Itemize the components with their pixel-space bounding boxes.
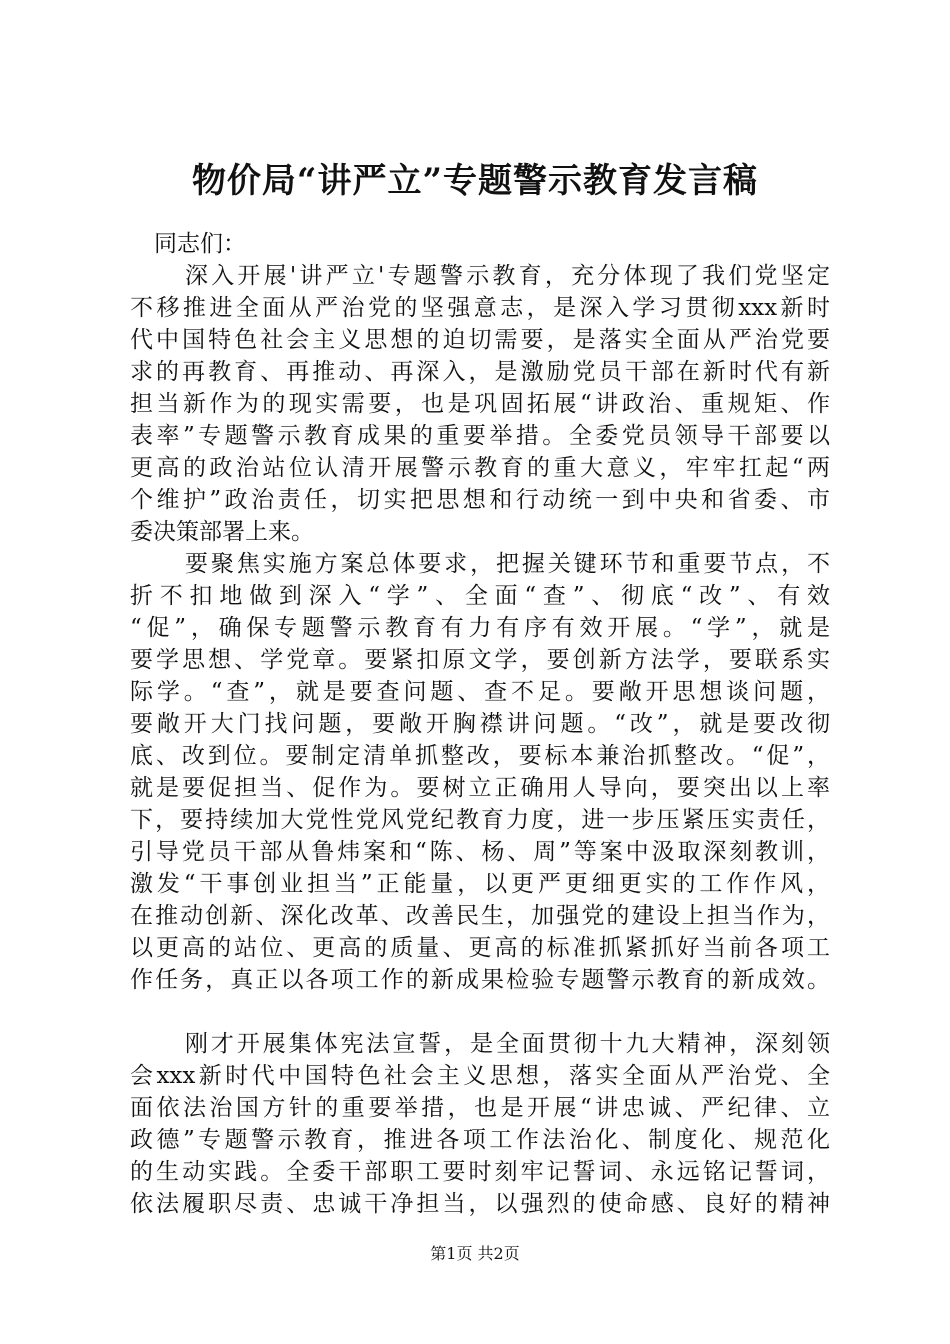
- paragraph-1-line: 求的再教育、再推动、再深入，是激励党员干部在新时代有新: [130, 359, 830, 385]
- paragraph-1-line: 更高的政治站位认清开展警示教育的重大意义，牢牢扛起“两: [130, 455, 830, 481]
- paragraph-3-line: 会xxx新时代中国特色社会主义思想，落实全面从严治党、全: [130, 1063, 830, 1089]
- paragraph-2-line: 要聚焦实施方案总体要求，把握关键环节和重要节点，不: [185, 551, 830, 577]
- document-body: [130, 228, 830, 1220]
- paragraph-2-line: 激发“干事创业担当”正能量，以更严更细更实的工作作风，: [130, 871, 830, 897]
- paragraph-1-line: 担当新作为的现实需要，也是巩固拓展“讲政治、重规矩、作: [130, 391, 830, 417]
- paragraph-2-line: 底、改到位。要制定清单抓整改，要标本兼治抓整改。“促”，: [130, 743, 830, 769]
- paragraph-3-line: 面依法治国方针的重要举措，也是开展“讲忠诚、严纪律、立: [130, 1095, 830, 1121]
- paragraph-1-line: 不移推进全面从严治党的坚强意志，是深入学习贯彻xxx新时: [130, 295, 830, 321]
- paragraph-2-line: 作任务，真正以各项工作的新成果检验专题警示教育的新成效。: [130, 967, 830, 993]
- paragraph-2-line: 折不扣地做到深入“学”、全面“查”、彻底“改”、有效: [130, 583, 830, 609]
- greeting-line: 同志们：: [154, 231, 246, 257]
- paragraph-3-line: 依法履职尽责、忠诚干净担当，以强烈的使命感、良好的精神: [130, 1191, 830, 1217]
- paragraph-2-line: 要学思想、学党章。要紧扣原文学，要创新方法学，要联系实: [130, 647, 830, 673]
- paragraph-1-line: 代中国特色社会主义思想的迫切需要，是落实全面从严治党要: [130, 327, 830, 353]
- paragraph-2-line: 就是要促担当、促作为。要树立正确用人导向，要突出以上率: [130, 775, 830, 801]
- paragraph-3-line: 政德”专题警示教育，推进各项工作法治化、制度化、规范化: [130, 1127, 830, 1153]
- paragraph-3-line: 的生动实践。全委干部职工要时刻牢记誓词、永远铭记誓词，: [130, 1159, 830, 1185]
- paragraph-gap: [130, 996, 830, 1028]
- paragraph-2-line: 下，要持续加大党性党风党纪教育力度，进一步压紧压实责任，: [130, 807, 830, 833]
- paragraph-2-line: 引导党员干部从鲁炜案和“陈、杨、周”等案中汲取深刻教训，: [130, 839, 830, 865]
- page-number-footer: 第1页 共2页: [430, 1244, 520, 1263]
- paragraph-1-line: 委决策部署上来。: [130, 519, 314, 545]
- paragraph-2-line: 际学。“查”，就是要查问题、查不足。要敞开思想谈问题，: [130, 679, 830, 705]
- paragraph-1-line: 深入开展'讲严立'专题警示教育，充分体现了我们党坚定: [185, 263, 830, 289]
- paragraph-1-line: 个维护”政治责任，切实把思想和行动统一到中央和省委、市: [130, 487, 830, 513]
- paragraph-3-line: 刚才开展集体宪法宣誓，是全面贯彻十九大精神，深刻领: [185, 1031, 830, 1057]
- paragraph-2-line: 以更高的站位、更高的质量、更高的标准抓紧抓好当前各项工: [130, 935, 830, 961]
- paragraph-2-line: “促”，确保专题警示教育有力有序有效开展。“学”，就是: [130, 615, 830, 641]
- paragraph-1-line: 表率”专题警示教育成果的重要举措。全委党员领导干部要以: [130, 423, 830, 449]
- document-title: 物价局“讲严立”专题警示教育发言稿: [191, 161, 759, 201]
- paragraph-2-line: 在推动创新、深化改革、改善民生，加强党的建设上担当作为，: [130, 903, 830, 929]
- paragraph-2-line: 要敞开大门找问题，要敞开胸襟讲问题。“改”，就是要改彻: [130, 711, 830, 737]
